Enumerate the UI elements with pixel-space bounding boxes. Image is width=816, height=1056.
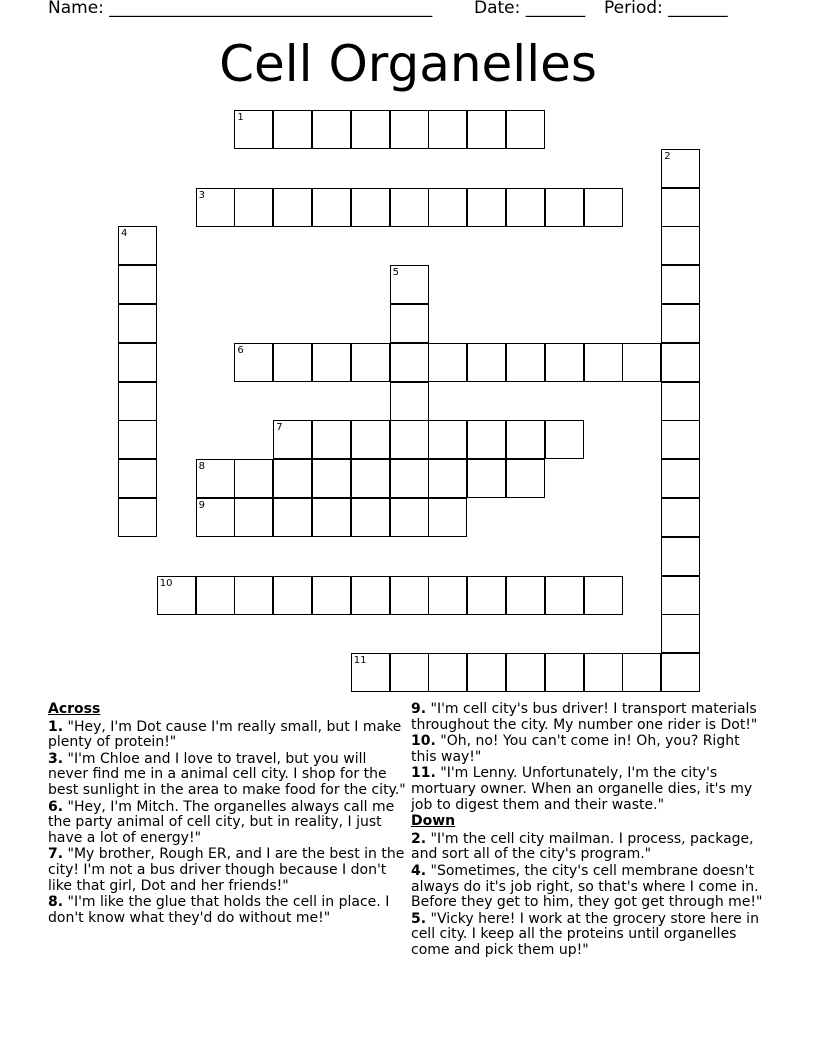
grid-cell[interactable] — [584, 188, 623, 227]
grid-cell[interactable] — [390, 343, 429, 382]
grid-cell[interactable] — [428, 188, 467, 227]
down-heading: Down — [411, 813, 456, 830]
grid-cell[interactable] — [312, 420, 351, 459]
grid-cell[interactable] — [545, 420, 584, 459]
grid-cell[interactable] — [312, 498, 351, 537]
grid-cell[interactable] — [661, 459, 700, 498]
grid-cell[interactable] — [273, 576, 312, 615]
grid-cell[interactable] — [390, 459, 429, 498]
grid-cell[interactable] — [622, 653, 661, 692]
across-heading: Across — [48, 701, 101, 717]
grid-cell[interactable] — [467, 653, 506, 692]
across-clue — [411, 734, 767, 765]
across-clue — [48, 720, 406, 751]
grid-cell[interactable] — [234, 576, 273, 615]
grid-cell[interactable] — [584, 343, 623, 382]
grid-cell[interactable] — [118, 498, 157, 537]
grid-cell[interactable] — [661, 498, 700, 537]
grid-cell[interactable] — [545, 188, 584, 227]
clue-number: 8. — [48, 894, 64, 911]
grid-cell[interactable] — [390, 304, 429, 343]
grid-cell[interactable] — [273, 188, 312, 227]
down-clue — [411, 912, 767, 959]
clues-column-left — [48, 702, 406, 927]
grid-cell[interactable] — [390, 498, 429, 537]
clue-number-label: 1 — [237, 112, 244, 123]
grid-cell[interactable] — [467, 459, 506, 498]
grid-cell[interactable] — [234, 498, 273, 537]
grid-cell[interactable] — [467, 420, 506, 459]
grid-cell[interactable] — [428, 498, 467, 537]
clue-text: "Hey, I'm Mitch. The organelles always call me the party animal of cell city, but in reality, I just have a lot of energy!" — [48, 798, 395, 846]
grid-cell[interactable] — [351, 498, 390, 537]
period-field-label[interactable]: Period: _______ — [604, 0, 728, 18]
clue-number: 3. — [48, 750, 64, 767]
clue-number-label: 5 — [392, 267, 399, 279]
clue-text: "I'm cell city's bus driver! I transport materials throughout the city. My number one rider is Dot!" — [411, 701, 758, 733]
grid-cell[interactable] — [661, 537, 700, 576]
grid-cell[interactable] — [661, 382, 700, 421]
across-clue — [48, 895, 406, 926]
grid-cell[interactable] — [118, 265, 157, 304]
grid-cell[interactable] — [545, 343, 584, 382]
grid-cell[interactable] — [545, 653, 584, 692]
grid-cell[interactable] — [661, 653, 700, 692]
clue-number: 1. — [48, 718, 64, 735]
grid-cell[interactable] — [428, 420, 467, 459]
grid-cell[interactable] — [273, 110, 312, 149]
clue-number-label: 9 — [198, 500, 205, 511]
grid-cell[interactable] — [428, 110, 467, 149]
grid-cell[interactable] — [661, 304, 700, 343]
grid-cell[interactable] — [506, 459, 545, 498]
down-clue — [411, 832, 767, 863]
grid-cell[interactable] — [351, 459, 390, 498]
grid-cell[interactable] — [118, 459, 157, 498]
across-clue — [411, 702, 767, 733]
clue-number-label: 4 — [121, 228, 128, 240]
grid-cell[interactable] — [506, 576, 545, 615]
clue-number: 7. — [48, 846, 64, 863]
clue-number-label: 8 — [198, 461, 205, 473]
clue-text: "I'm the cell city mailman. I process, package, and sort all of the city's program." — [411, 830, 754, 863]
clue-number: 4. — [411, 862, 427, 879]
grid-cell[interactable] — [118, 304, 157, 343]
clue-number: 10. — [411, 733, 436, 750]
grid-cell[interactable] — [661, 226, 700, 265]
grid-cell[interactable] — [196, 576, 235, 615]
grid-cell[interactable] — [506, 420, 545, 459]
grid-cell[interactable] — [661, 343, 700, 382]
across-clue — [411, 766, 767, 813]
grid-cell[interactable] — [390, 576, 429, 615]
grid-cell[interactable] — [234, 188, 273, 227]
grid-cell[interactable] — [584, 576, 623, 615]
clue-number-label: 2 — [664, 150, 671, 162]
clue-text: "I'm like the glue that holds the cell in place. I don't know what they'd do without me!" — [48, 894, 390, 926]
down-clue — [411, 864, 767, 911]
grid-cell[interactable] — [428, 343, 467, 382]
grid-cell[interactable] — [545, 576, 584, 615]
grid-cell[interactable] — [584, 653, 623, 692]
grid-cell[interactable] — [428, 653, 467, 692]
clue-number: 6. — [48, 798, 64, 815]
clue-text: "My brother, Rough ER, and I are the best in the city! I'm not a bus driver though because I don't like that girl, Dot and her friends!" — [48, 846, 405, 894]
page-title: Cell Organelles — [219, 35, 597, 93]
clue-number: 2. — [411, 830, 427, 847]
clue-text: "Oh, no! You can't come in! Oh, you? Right this way!" — [411, 733, 740, 765]
grid-cell[interactable] — [661, 265, 700, 304]
across-clue — [48, 847, 406, 894]
grid-cell[interactable] — [351, 420, 390, 459]
clue-text: "Vicky here! I work at the grocery store here in cell city. I keep all the proteins until organelles come and pick them up!" — [411, 910, 759, 958]
grid-cell[interactable] — [351, 576, 390, 615]
grid-cell[interactable] — [273, 498, 312, 537]
grid-cell[interactable] — [390, 110, 429, 149]
clue-text: "Hey, I'm Dot cause I'm really small, but I make plenty of protein!" — [48, 718, 402, 751]
date-field-label[interactable]: Date: _______ — [474, 0, 586, 18]
grid-cell[interactable] — [312, 188, 351, 227]
clue-number: 5. — [411, 910, 427, 927]
name-field-label[interactable]: Name: ______________________________________ — [48, 0, 433, 18]
grid-cell[interactable] — [661, 188, 700, 227]
clues-column-right — [411, 702, 767, 960]
grid-cell[interactable] — [273, 343, 312, 382]
grid-cell[interactable] — [312, 459, 351, 498]
grid-cell[interactable] — [506, 343, 545, 382]
grid-cell[interactable] — [661, 576, 700, 615]
grid-cell[interactable] — [390, 420, 429, 459]
grid-cell[interactable] — [506, 188, 545, 227]
grid-cell[interactable] — [351, 343, 390, 382]
grid-cell[interactable] — [467, 576, 506, 615]
grid-cell[interactable] — [622, 343, 661, 382]
grid-cell[interactable] — [273, 459, 312, 498]
grid-cell[interactable] — [661, 420, 700, 459]
clue-text: "I'm Lenny. Unfortunately, I'm the city's mortuary owner. When an organelle dies, it's my job to digest them and their waste." — [411, 765, 753, 813]
grid-cell[interactable] — [506, 653, 545, 692]
grid-cell[interactable] — [390, 188, 429, 227]
clue-number-label: 7 — [276, 422, 283, 434]
grid-cell[interactable] — [428, 459, 467, 498]
grid-cell[interactable] — [234, 459, 273, 498]
grid-cell[interactable] — [118, 420, 157, 459]
clue-number-label: 3 — [198, 189, 205, 201]
grid-cell[interactable] — [506, 110, 545, 149]
grid-cell[interactable] — [312, 343, 351, 382]
grid-cell[interactable] — [351, 110, 390, 149]
clue-number: 9. — [411, 701, 427, 717]
grid-cell[interactable] — [312, 110, 351, 149]
across-clue — [48, 800, 406, 847]
grid-cell[interactable] — [467, 188, 506, 227]
clue-text: "Sometimes, the city's cell membrane doesn't always do it's job right, so that's where I come in. Before they get to him, they got get through me!" — [411, 862, 763, 911]
clue-number: 11. — [411, 765, 436, 782]
grid-cell[interactable] — [118, 382, 157, 421]
clue-number-label: 6 — [237, 344, 244, 356]
clue-number-label: 11 — [353, 655, 367, 667]
grid-cell[interactable] — [661, 614, 700, 653]
grid-cell[interactable] — [118, 343, 157, 382]
grid-cell[interactable] — [312, 576, 351, 615]
grid-cell[interactable] — [428, 576, 467, 615]
across-clue — [48, 752, 406, 799]
grid-cell[interactable] — [390, 382, 429, 421]
clue-text: "I'm Chloe and I love to travel, but you will never find me in a animal cell city. I shop for the best sunlight in the area to make food for the city." — [48, 750, 406, 798]
grid-cell[interactable] — [351, 188, 390, 227]
clue-number-label: 10 — [159, 577, 173, 589]
grid-cell[interactable] — [467, 343, 506, 382]
grid-cell[interactable] — [390, 653, 429, 692]
grid-cell[interactable] — [467, 110, 506, 149]
